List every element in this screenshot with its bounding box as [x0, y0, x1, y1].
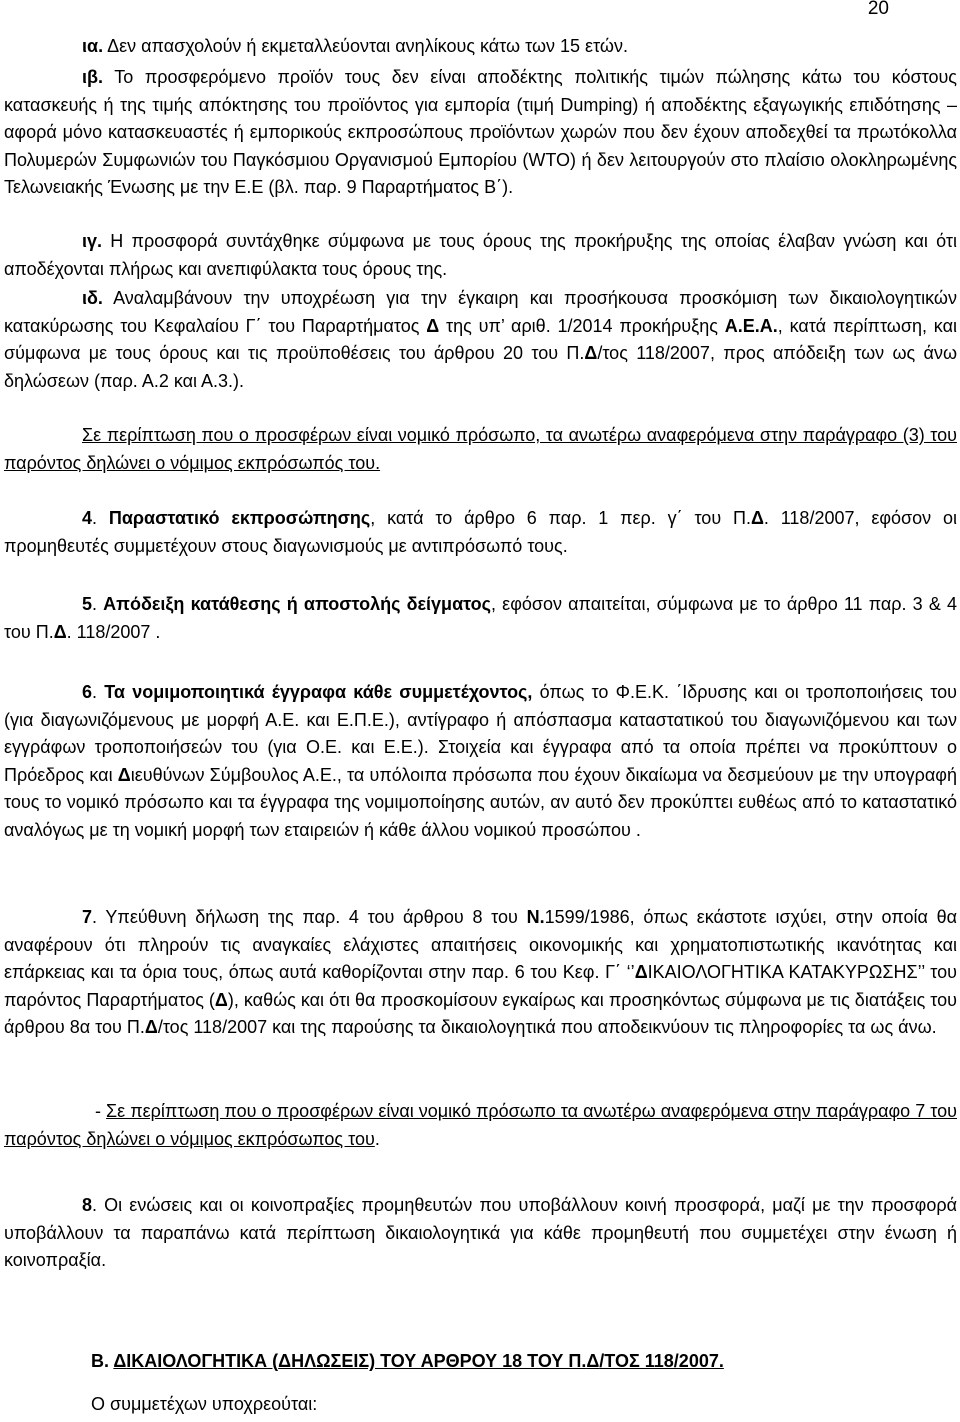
paragraph-text: της υπ’ αριθ. 1/2014 προκήρυξης	[439, 315, 725, 336]
delta-letter: Δ	[634, 962, 648, 982]
item-label: ιδ.	[82, 288, 103, 308]
delta-letter: Δ	[426, 315, 440, 336]
paragraph-text: . 118/2007, εφόσον οι προμηθευτές συμμετέχουν στους διαγωνισμούς με αντιπρόσωπό τους.	[4, 508, 957, 556]
paragraph-text: . Υπεύθυνη δήλωση της παρ. 4 του άρθρου 8 του	[92, 907, 527, 927]
paragraph-item-7	[4, 904, 957, 1042]
legal-entity-note: Σε περίπτωση που ο προσφέρων είναι νομικό πρόσωπο, τα ανωτέρω αναφερόμενα στην παράγραφο (3) του παρόντος δηλώνει ο νόμιμος εκπρόσωπός του.	[4, 425, 957, 473]
item-title: Τα νομιμοποιητικά έγγραφα κάθε συμμετέχοντος,	[104, 682, 533, 702]
paragraph-text: Δεν απασχολούν ή εκμεταλλεύονται ανηλίκους κάτω των 15 ετών.	[103, 36, 628, 56]
item-title: Απόδειξη κατάθεσης ή αποστολής δείγματος	[103, 594, 492, 614]
delta-letter: Δ	[584, 343, 598, 363]
paragraph-text: ΙΚΑΙΟΛΟΓΗΤΙΚΑ ΚΑΤΑΚΥΡΩΣΗΣ’’ του παρόντος Παραρτήματος (	[4, 962, 957, 1010]
item-label: ιγ.	[82, 231, 103, 251]
item-number: 7	[82, 907, 93, 927]
law-abbreviation: Ν.	[526, 907, 545, 927]
paragraph-id	[4, 285, 957, 395]
delta-letter: Δ	[113, 1351, 127, 1371]
section-title: ΔΙΚΑΙΟΛΟΓΗΤΙΚΑ (ΔΗΛΩΣΕΙΣ) ΤΟΥ ΑΡΘΡΟΥ 18 ΤΟΥ Π.Δ/ΤΟΣ 118/2007.	[113, 1351, 724, 1371]
item-label: ια.	[82, 36, 104, 56]
item-label: ιβ.	[82, 67, 103, 87]
item-title: Παραστατικό εκπροσώπησης	[108, 508, 371, 528]
paragraph-item-5: 5. Απόδειξη κατάθεσης ή αποστολής δείγματος, εφόσον απαιτείται, σύμφωνα με το άρθρο 11 παρ. 3 & 4 του Π.Δ. 118/2007 .	[4, 594, 957, 642]
paragraph-text: , κατά περίπτωση, και σύμφωνα με τους όρους και τις προϋποθέσεις του άρθρου 20 του Π.	[4, 315, 957, 363]
paragraph-item-4: 4. Παραστατικό εκπροσώπησης, κατά το άρθρο 6 παρ. 1 περ. γ΄ του Π.Δ. 118/2007, εφόσον οι προμηθευτές συμμετέχουν στους διαγωνισμούς με αντιπρόσωπό τους.	[4, 508, 957, 556]
section-prefix: Β.	[91, 1351, 114, 1371]
paragraph-text: , κατά το άρθρο 6 παρ. 1 περ. γ΄ του Π.	[370, 508, 751, 528]
paragraph-item-8	[4, 1192, 957, 1275]
proclamation-code: Α.Ε.Α.	[724, 315, 778, 336]
dash: -	[95, 1101, 107, 1121]
paragraph-text: /τος 118/2007 και της παρούσης τα δικαιολογητικά που αποδεικνύουν τις πληροφορίες τα ως άνω.	[157, 1017, 937, 1037]
delta-letter: Δ	[144, 1017, 158, 1037]
item-number: 4	[82, 508, 93, 528]
paragraph-text: /τος 118/2007, προς απόδειξη των ως άνω δηλώσεων (παρ. Α.2 και Α.3.).	[4, 343, 958, 391]
paragraph-text: ιευθύνων Σύμβουλος Α.Ε., τα υπόλοιπα πρόσωπα που έχουν δικαίωμα να δεσμεύουν με την υπογραφή τους το νομικό πρόσωπο και τα έγγραφα της νομιμοποίησης αυτών, αν αυτό δεν προκύπτει ευθέως από το καταστατικό αναλόγως με τη νομική μορφή των εταιρειών ή κάθε άλλου νομικού προσώπου .	[4, 764, 957, 840]
item-number: 8	[82, 1195, 93, 1215]
paragraph-text: , εφόσον απαιτείται, σύμφωνα με το άρθρο 11 παρ. 3 & 4 του Π.	[4, 594, 957, 642]
paragraph-text: Το προσφερόμενο προϊόν τους δεν είναι αποδέκτης πολιτικής τιμών πώλησης κάτω του κόστους κατασκευής ή της τιμής απόκτησης του προϊόντος για εμπορία (τιμή Dumping) ή αποδέκτης εξαγωγικής επιδότησης – αφορά μόνο κατασκευαστές ή εμπορικούς εκπροσώπους προϊόντων χωρών που δεν έχουν αποδεχθεί τα πρωτόκολλα Πολυμερών Συμφωνιών του Παγκόσμιου Οργανισμού Εμπορίου (WTO) ή δεν λειτουργούν στο πλαίσιο ολοκληρωμένης Τελωνειακής Ένωσης με την Ε.Ε (βλ. παρ. 9 Παραρτήματος Β΄).	[4, 67, 957, 197]
item-number: 6	[82, 682, 93, 702]
paragraph-text: όπως το Φ.Ε.Κ. ΄Ιδρυσης και οι τροποποιήσεις του (για διαγωνιζόμενους με μορφή Α.Ε. και Ε.Π.Ε.), αντίγραφο ή απόσπασμα καταστατικού του διαγωνιζόμενου και των εγγράφων τροποποιήσεών του (για Ο.Ε. και Ε.Ε.). Στοιχεία και έγγραφα από τα οποία πρέπει να προκύπτουν ο Πρόεδρος και	[4, 682, 957, 785]
paragraph-text: . Οι ενώσεις και οι κοινοπραξίες προμηθευτών που υποβάλλουν κοινή προσφορά, μαζί με την προσφορά υποβάλλουν τα παραπάνω κατά περίπτωση δικαιολογητικά για κάθε προμηθευτή που συμμετέχει στην ένωση ή κοινοπραξία.	[4, 1195, 957, 1270]
paragraph-ig	[4, 228, 957, 283]
paragraph-ia	[4, 33, 957, 61]
paragraph-item-7-note: - Σε περίπτωση που ο προσφέρων είναι νομικό πρόσωπο τα ανωτέρω αναφερόμενα στην παράγραφο 7 του παρόντος δηλώνει ο νόμιμος εκπρόσωπος του.	[4, 1101, 957, 1149]
delta-letter: Δ	[586, 1351, 600, 1371]
delta-letter: Δ	[53, 621, 67, 642]
paragraph-item-6: 6. Τα νομιμοποιητικά έγγραφα κάθε συμμετέχοντος, όπως το Φ.Ε.Κ. ΄Ιδρυσης και οι τροποποιήσεις του (για διαγωνιζόμενους με μορφή Α.Ε. και Ε.Π.Ε.), αντίγραφο ή απόσπασμα καταστατικού του διαγωνιζόμενου και των εγγράφων τροποποιήσεών του (για Ο.Ε. και Ε.Ε.). Στοιχεία και έγγραφα από τα οποία πρέπει να προκύπτουν ο Πρόεδρος και Διευθύνων Σύμβουλος Α.Ε., τα υπόλοιπα πρόσωπα που έχουν δικαίωμα να δεσμεύουν με την υπογραφή τους το νομικό πρόσωπο και τα έγγραφα της νομιμοποίησης αυτών, αν αυτό δεν προκύπτει ευθέως από το καταστατικό αναλόγως με τη νομική μορφή των εταιρειών ή κάθε άλλου νομικού προσώπου .	[4, 682, 957, 840]
paragraph-text: 1599/1986, όπως εκάστοτε ισχύει, στην οποία θα αναφέρουν ότι πληρούν τις αναγκαίες ελάχιστες απαιτήσεις οικονομικής και χρηματοπιστωτικής ικανότητας και επάρκειας και τα όρια τους, όπως αυτά καθορίζονται στην παρ. 6 του Κεφ. Γ΄ ‘’	[4, 907, 958, 982]
paragraph-text: ), καθώς και ότι θα προσκομίσουν εγκαίρως και προσηκόντως σύμφωνα με τις διατάξεις του άρθρου 8α του Π.	[4, 989, 957, 1037]
section-b-heading	[4, 1348, 957, 1376]
paragraph-text: Η προσφορά συντάχθηκε σύμφωνα με τους όρους της προκήρυξης της οποίας έλαβαν γνώση και ότι αποδέχονται πλήρως και ανεπιφύλακτα τους όρους της.	[4, 231, 957, 279]
delta-letter: Δ	[214, 989, 228, 1010]
delta-letter: Δ	[117, 764, 131, 785]
paragraph-text: . 118/2007 .	[66, 621, 161, 642]
page-number: 20	[867, 0, 889, 19]
delta-letter: Δ	[278, 1351, 292, 1371]
delta-letter: Δ	[750, 508, 764, 528]
item-number: 5	[82, 594, 93, 614]
closing-line: Ο συμμετέχων υποχρεούται:	[91, 1394, 318, 1414]
legal-entity-note-7: Σε περίπτωση που ο προσφέρων είναι νομικό πρόσωπο τα ανωτέρω αναφερόμενα στην παράγραφο 7 του παρόντος δηλώνει ο νόμιμος εκπρόσωπος του	[4, 1101, 957, 1149]
paragraph-text: Αναλαμβάνουν την υποχρέωση για την έγκαιρη και προσήκουσα προσκόμιση των δικαιολογητικών κατακύρωσης του Κεφαλαίου Γ΄ του Παραρτήματος	[4, 288, 957, 336]
paragraph-ib	[4, 64, 957, 202]
